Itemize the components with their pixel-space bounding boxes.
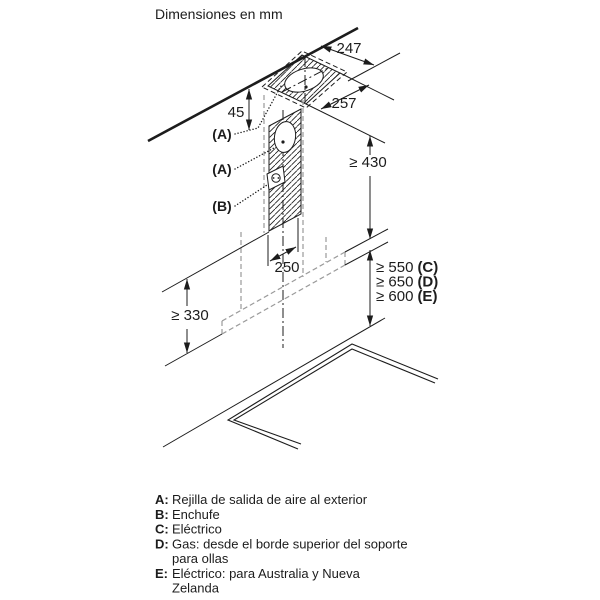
leader-b bbox=[235, 185, 267, 206]
legend-row-b: B: Enchufe bbox=[155, 507, 220, 522]
callout-b bbox=[212, 185, 267, 214]
legend-row-e-cont: Zelanda bbox=[172, 580, 219, 596]
dim-250-label: 250 bbox=[274, 259, 300, 276]
legend-row-a: A: Rejilla de salida de aire al exterior bbox=[155, 492, 368, 507]
outlet-extension-line-top bbox=[348, 53, 400, 81]
legend bbox=[155, 492, 408, 596]
dim-257-label: 257 bbox=[331, 95, 357, 112]
dim-247-label: 247 bbox=[336, 40, 362, 57]
duct-outlet-center-dot bbox=[304, 85, 307, 88]
dim-430-label: ≥ 430 bbox=[349, 154, 387, 171]
diagram-title: Dimensiones en mm bbox=[155, 6, 283, 22]
dim-650-label: ≥ 650 (D) bbox=[376, 273, 439, 291]
air-outlet-center-dot bbox=[281, 140, 284, 143]
legend-row-e: E: Eléctrico: para Australia y Nueva bbox=[155, 565, 360, 581]
socket-pin-right bbox=[278, 177, 280, 179]
dim-250 bbox=[270, 247, 300, 276]
dim-330-label: ≥ 330 bbox=[171, 307, 209, 324]
legend-row-c: C: Eléctrico bbox=[155, 521, 222, 537]
dim-cde bbox=[370, 250, 438, 326]
dim-430 bbox=[349, 136, 386, 239]
callout-a-top-label: (A) bbox=[212, 126, 232, 142]
callout-b-label: (B) bbox=[212, 198, 232, 214]
cooktop-outline bbox=[228, 344, 438, 449]
callout-a-mid bbox=[212, 148, 274, 177]
dim-550-label: ≥ 550 (C) bbox=[376, 259, 439, 276]
canopy-top-extension-line bbox=[345, 229, 388, 252]
legend-row-d-cont: para ollas bbox=[172, 551, 229, 566]
dim-45-label: 45 bbox=[227, 104, 245, 121]
callout-a-mid-label: (A) bbox=[212, 161, 232, 177]
dim-330 bbox=[171, 279, 208, 353]
socket-pin-left bbox=[273, 177, 275, 179]
legend-row-d: D: Gas: desde el borde superior del soporte bbox=[155, 536, 408, 552]
wall-base-line bbox=[163, 318, 385, 447]
canopy-bottom-extension-line-left bbox=[165, 334, 222, 366]
leader-a-mid bbox=[235, 148, 274, 169]
bracket-bottom-extension-line bbox=[162, 232, 269, 292]
dim-600-label: ≥ 600 (E) bbox=[376, 288, 438, 305]
